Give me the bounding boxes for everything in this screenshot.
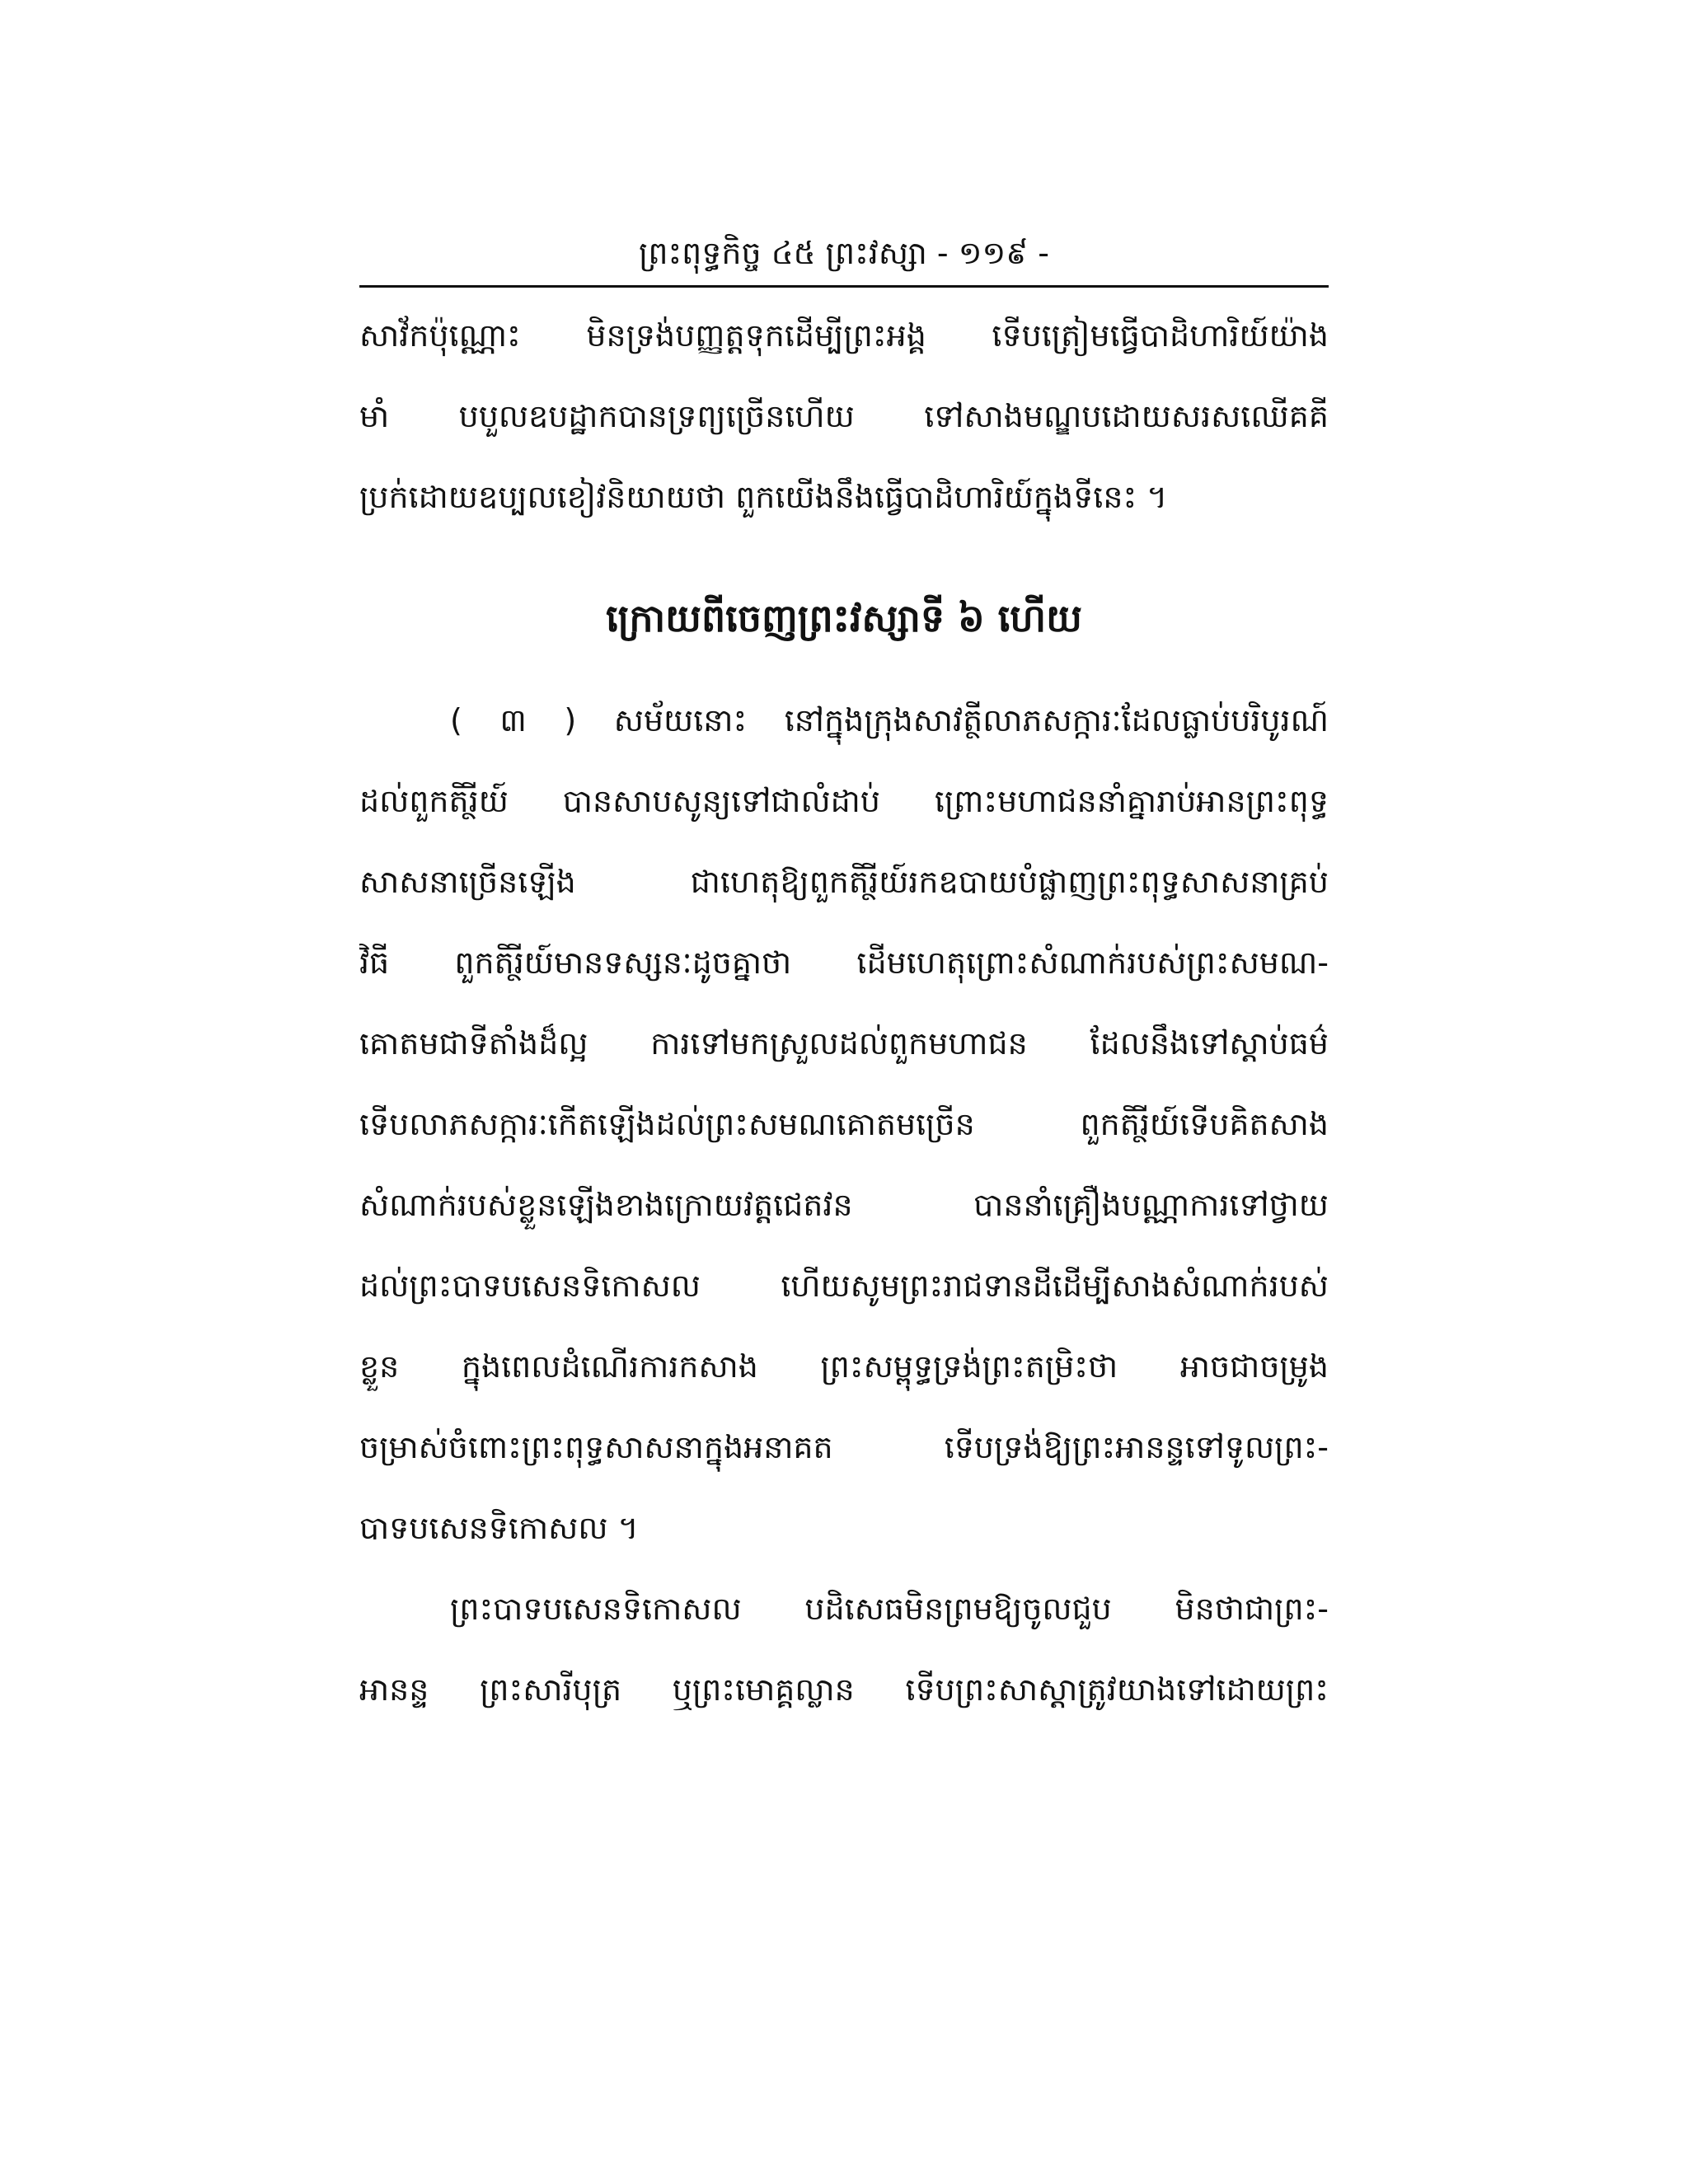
text-line: មាំ បបួលឧបដ្ឋាកបានទ្រព្យច្រើនហើយ ទៅសាងមណ្ឌបដោយសរសឈើគគី xyxy=(359,398,1329,434)
text-line: ចម្រាស់ចំពោះព្រះពុទ្ធសាសនាក្នុងអនាគត ទើបទ្រង់ឱ្យព្រះអានន្ទទៅទូលព្រះ- xyxy=(359,1429,1329,1465)
text-line: ( ៣ ) សម័យនោះ នៅក្នុងក្រុងសាវត្ថីលាភសក្ការៈដែលធ្លាប់បរិបូរណ៍ xyxy=(450,702,1329,738)
text-line: ដល់ពួកតិរ្ថីយ៍ បានសាបសូន្យទៅជាលំដាប់ ព្រោះមហាជននាំគ្នារាប់អានព្រះពុទ្ធ xyxy=(359,783,1329,819)
text-line: វិធី ពួកតិរ្ថីយ៍មានទស្សនៈដូចគ្នាថា ដើមហេតុព្រោះសំណាក់របស់ព្រះសមណ- xyxy=(359,944,1329,981)
section-heading: ក្រោយពីចេញព្រះវស្សាទី ៦ ហើយ xyxy=(606,596,1082,640)
text-line: សាវ័កប៉ុណ្ណោះ មិនទ្រង់បញ្ញត្តទុកដើម្បីព្រះអង្គ ទើបត្រៀមធ្វើបាដិហារិយ៍យ៉ាង xyxy=(359,317,1329,354)
text-line: សំណាក់របស់ខ្លួនឡើងខាងក្រោយវត្តជេតវន បាននាំគ្រឿងបណ្ណាការទៅថ្វាយ xyxy=(359,1187,1329,1223)
text-line: ប្រក់ដោយឧប្បលខៀវនិយាយថា ពួកយើងនឹងធ្វើបាដិហារិយ៍ក្នុងទីនេះ ។ xyxy=(359,479,1168,515)
paragraph-4 xyxy=(359,1568,1329,1730)
text-line: អានន្ទ ព្រះសារីបុត្រ ឬព្រះមោគ្គល្លាន ទើបព្រះសាស្តាត្រូវយាងទៅដោយព្រះ xyxy=(359,1671,1329,1708)
text-line: សាសនាច្រើនឡើង ជាហេតុឱ្យពួកតិរ្ថីយ៍រកឧបាយបំផ្លាញព្រះពុទ្ធសាសនាគ្រប់ xyxy=(359,864,1329,900)
paragraph-3 xyxy=(359,680,1329,1568)
running-header: ព្រះពុទ្ធកិច្ច ៤៥ ព្រះវស្សា - ១១៩ - xyxy=(639,235,1049,271)
text-line: គោតមជាទីតាំងដ៏ល្អ ការទៅមកស្រួលដល់ពួកមហាជន ដែលនឹងទៅស្តាប់ធម៌ xyxy=(359,1025,1329,1062)
header-rule xyxy=(359,285,1329,288)
text-line: ព្រះបាទបសេនទិកោសល បដិសេធមិនព្រមឱ្យចូលជួប មិនថាជាព្រះ- xyxy=(450,1591,1329,1627)
text-line: ទើបលាភសក្ការៈកើតឡើងដល់ព្រះសមណគោតមច្រើន ពួកតិរ្ថីយ៍ទើបគិតសាង xyxy=(359,1106,1329,1142)
text-line: បាទបសេនទិកោសល ។ xyxy=(359,1510,639,1546)
text-line: ដល់ព្រះបាទបសេនទិកោសល ហើយសូមព្រះរាជទានដីដើម្បីសាងសំណាក់របស់ xyxy=(359,1268,1329,1304)
text-line: ខ្លួន ក្នុងពេលដំណើរការកសាង ព្រះសម្ពុទ្ធទ្រង់ព្រះតម្រិះថា អាចជាចម្រូង xyxy=(359,1348,1329,1385)
opening-paragraph xyxy=(359,295,1329,537)
